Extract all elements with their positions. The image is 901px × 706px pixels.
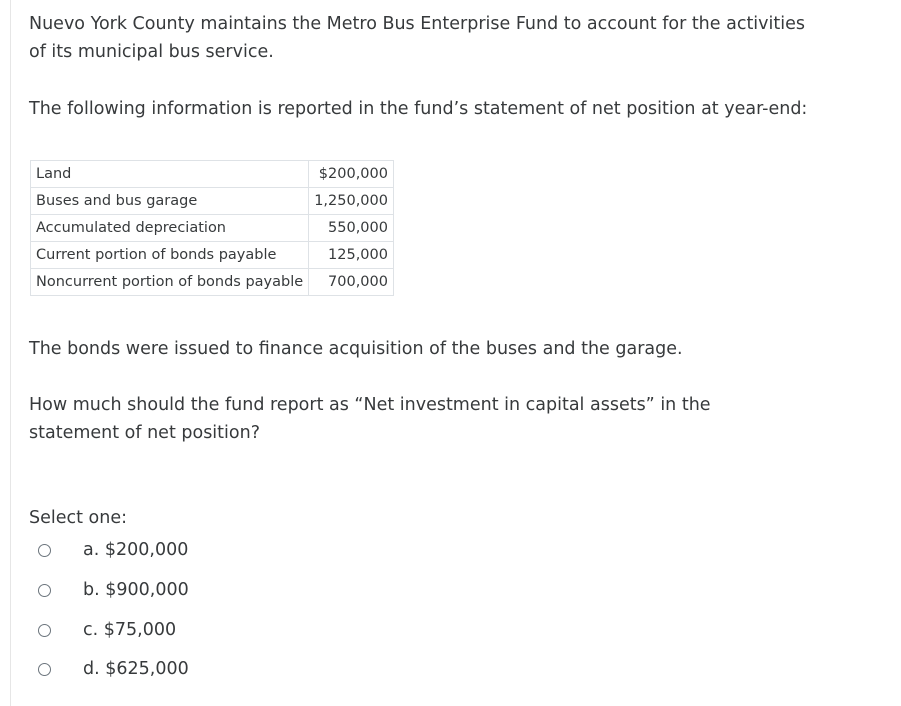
table-row [31, 188, 394, 215]
answer-option-label: a. $200,000 [83, 540, 189, 560]
answer-option-b[interactable] [29, 576, 189, 604]
answer-option-a[interactable] [29, 536, 188, 564]
table-cell-label: Buses and bus garage [31, 188, 309, 215]
content-left-border [10, 0, 11, 706]
bonds-note: The bonds were issued to finance acquisition of the buses and the garage. [29, 339, 683, 359]
table-row [31, 161, 394, 188]
answer-option-label: b. $900,000 [83, 580, 189, 600]
radio-button[interactable] [38, 663, 51, 676]
answer-option-d[interactable] [29, 655, 189, 683]
net-position-table [30, 160, 394, 296]
table-cell-amount: $200,000 [309, 161, 394, 188]
table-cell-label: Land [31, 161, 309, 188]
answer-option-label: c. $75,000 [83, 620, 177, 640]
answer-option-c[interactable] [29, 616, 176, 644]
select-one-label: Select one: [29, 508, 128, 528]
question-intro: Nuevo York County maintains the Metro Bus Enterprise Fund to account for the activities of its municipal bus service. [29, 14, 805, 62]
question-prompt: How much should the fund report as “Net investment in capital assets” in the statement of net position? [29, 395, 711, 443]
radio-button[interactable] [38, 544, 51, 557]
table-cell-label: Noncurrent portion of bonds payable [31, 269, 309, 296]
table-cell-amount: 125,000 [309, 242, 394, 269]
table-cell-amount: 550,000 [309, 215, 394, 242]
answer-option-label: d. $625,000 [83, 659, 189, 679]
table-cell-amount: 1,250,000 [309, 188, 394, 215]
table-cell-label: Accumulated depreciation [31, 215, 309, 242]
radio-button[interactable] [38, 624, 51, 637]
table-cell-label: Current portion of bonds payable [31, 242, 309, 269]
radio-button[interactable] [38, 584, 51, 597]
table-row [31, 269, 394, 296]
table-cell-amount: 700,000 [309, 269, 394, 296]
table-row [31, 215, 394, 242]
table-row [31, 242, 394, 269]
question-info-line: The following information is reported in the fund’s statement of net position at year-end: [29, 99, 808, 119]
